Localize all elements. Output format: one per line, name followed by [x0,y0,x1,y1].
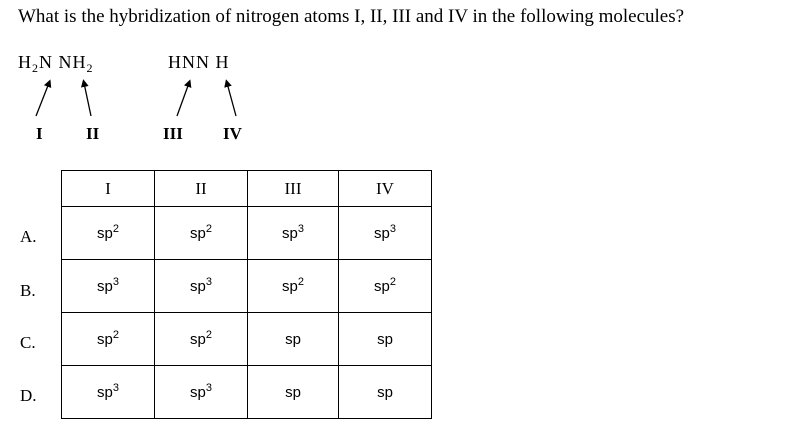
table-cell: $sp^3$ [339,207,432,260]
table-cell: $sp^2$ [339,260,432,313]
atom-label-i: I [36,124,43,143]
table-cell: $sp^2$ [155,313,248,366]
table-cell: $sp^3$ [155,366,248,419]
choice-a: A. [20,227,37,246]
choice-d: D. [20,386,37,405]
arrow-ii [84,83,91,116]
arrow-i [36,83,49,116]
table-cell: $sp^3$ [155,260,248,313]
header-i: I [62,171,155,207]
molecule1-nnh: N NH [39,52,87,72]
answer-table [61,170,432,419]
atom-label-iii: III [163,124,183,143]
molecule1-h-subscript: 2 [32,61,39,75]
header-ii: II [155,171,248,207]
table-cell: sp [339,313,432,366]
table-cell: sp [339,366,432,419]
molecule2-text: HNN H [168,52,230,72]
table-cell: $sp^3$ [248,207,339,260]
choice-c: C. [20,333,36,352]
table-cell: $sp^3$ [62,366,155,419]
table-cell: $sp^2$ [248,260,339,313]
table-cell: $sp^2$ [62,313,155,366]
choice-b: B. [20,281,36,300]
molecule1-nh-subscript: 2 [86,61,94,75]
table-row-b [62,260,432,313]
atom-label-ii: II [86,124,100,143]
table-row-d [62,366,432,419]
molecule1-h: H [18,52,32,72]
table-row-c [62,313,432,366]
table-cell: sp [248,366,339,419]
table-cell: $sp^3$ [62,260,155,313]
table-cell: $sp^2$ [155,207,248,260]
table-cell: sp [248,313,339,366]
header-iii: III [248,171,339,207]
atom-label-iv: IV [223,124,242,143]
question-text: What is the hybridization of nitrogen atoms I, II, III and IV in the following molecules? [18,6,685,27]
table-cell: $sp^2$ [62,207,155,260]
arrow-iii [177,83,189,116]
table-header-row [62,171,432,207]
arrow-iv [227,83,236,116]
table-row-a [62,207,432,260]
header-iv: IV [339,171,432,207]
